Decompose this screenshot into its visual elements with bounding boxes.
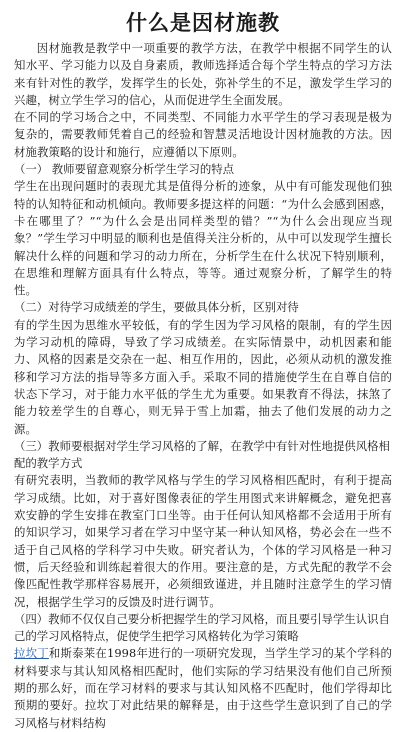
section-2-body: 有的学生因为思维水平较低，有的学生因为学习风格的限制，有的学生因为学习动机的障碍，导致了学习成绩差。在实际情景中，动机因素和能力、风格的因素是交杂在一起、相互作用的，因此，必须从动机的激发推移和学习方法的指导等多方面入手。采取不同的措施使学生在自尊自信的状态下学习，对于能力水平低的学生尤为重要。如果教育不得法，抹煞了能力较差学生的自尊心，则无异于雪上加霜，抽去了他们发展的动力之源。	[14, 317, 392, 436]
author-link[interactable]: 拉坎丁	[14, 646, 49, 661]
section-1-heading: （一） 教师要留意观察分析学生学习的特点	[14, 162, 235, 177]
section-4-body: 和斯泰莱在1998年进行的一项研究发现，当学生学习的某个学科的材料要求与其认知风格相匹配时，他们实际的学习结果没有他们自己所预期的那么好，而在学习材料的要求与其认知风格不匹配时，他们学得却比预期的要好。拉坎丁对此结果的解释是，由于这些学生意识到了自己的学习风格与材料结构	[14, 646, 392, 730]
intro-paragraph-2: 在不同的学习场合之中，不同类型、不同能力水平学生的学习表现是极为复杂的，需要教师凭着自己的经验和智慧灵活地设计因材施教的方法。因材施教策略的设计和施行，应遵循以下原则。	[14, 110, 392, 159]
document-title: 什么是因材施教	[126, 11, 280, 35]
section-2-heading: （二）对待学习成绩差的学生，要做具体分析，区别对待	[14, 300, 299, 315]
section-4-heading: （四）教师不仅仅自己要分析把握学生的学习风格，而且要引导学生认识自己的学习风格特点，促使学生把学习风格转化为学习策略	[14, 611, 390, 644]
intro-paragraph-1: 因材施教是教学中一项重要的教学方法，在教学中根据不同学生的认知水平、学习能力以及自身素质，教师选择适合每个学生特点的学习方法来有针对性的教学，发挥学生的长处，弥补学生的不足，激发学生学习的兴趣，树立学生学习的信心，从而促进学生全面发展。	[14, 41, 392, 107]
section-3-body: 有研究表明，当教师的教学风格与学生的学习风格相匹配时，有利于提高学习成绩。比如，对于喜好图像表征的学生用图式来讲解概念，避免把喜欢安静的学生安排在教室门口坐等。由于任何认知风格都不会适用于所有的知识学习，如果学习者在学习中坚守某一种认知风格，势必会在一些不适于自己风格的学科学习中失败。研究者认为，个体的学习风格是一种习惯，后天经验和训练起着很大的作用。要注意的是，方式先配的教学不会像匹配性教学那样容易展开，必须细致谨进，并且随时注意学生的学习情况，根据学生学习的反馈及时进行调节。	[14, 473, 392, 609]
section-4-body-paragraph	[14, 645, 392, 731]
section-3-heading: （三）教师要根据对学生学习风格的了解，在教学中有针对性地提供风格相配的教学方式	[14, 438, 390, 471]
section-1-body: 学生在出现问题时的表现尤其是值得分析的迹象，从中有可能发现他们独特的认知特征和动机倾向。教师要多提这样的问题：“为什么会感到困惑，卡在哪里了？”“为什么会是出同样类型的错？”“为什么会出现应当现象？”学生学习中明显的顺利也是值得关注分析的，从中可以发现学生擅长解决什么样的问题和学习的动力所在，分析学生在什么状况下特别顺利，在思维和理解方面具有什么特点，等等。通过观察分析，了解学生的特性。	[14, 179, 392, 298]
